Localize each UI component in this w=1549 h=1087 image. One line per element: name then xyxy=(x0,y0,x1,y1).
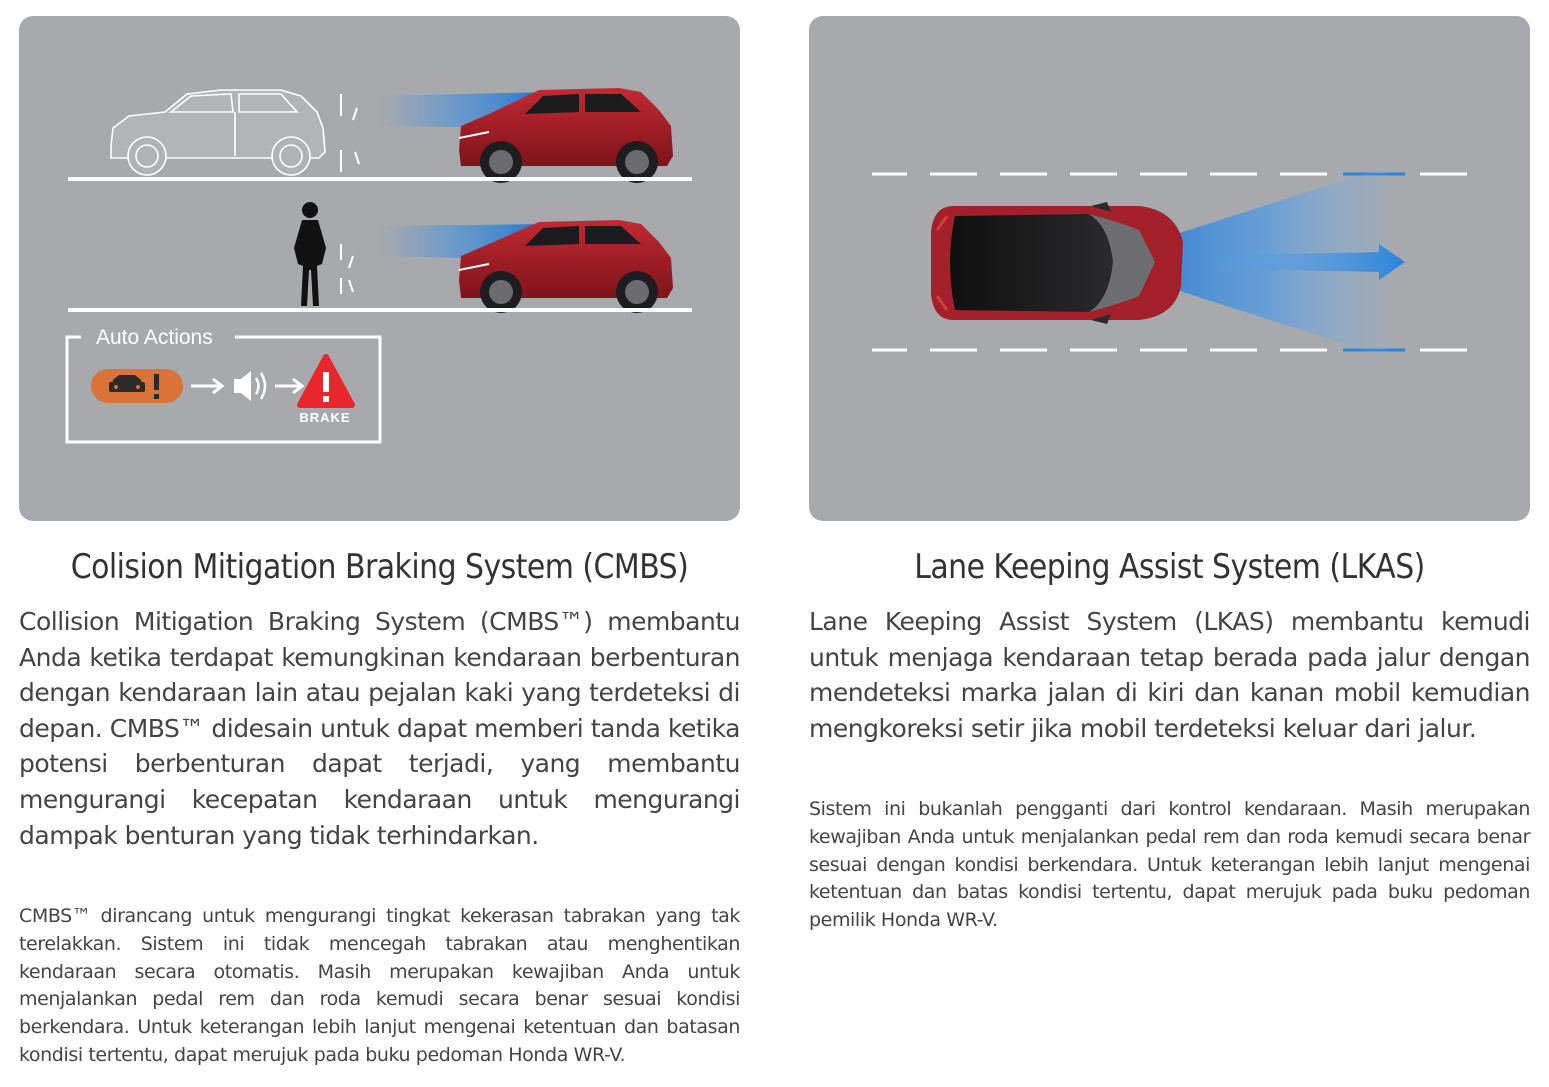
brake-label: BRAKE xyxy=(299,410,351,425)
cmbs-description: Collision Mitigation Braking System (CMBS™) membantu Anda ketika terdapat kemungkinan kendaraan berbenturan dengan kendaraan lain atau pejalan kaki yang terdeteksi di depan. CMBS™ didesain untuk dapat memberi tanda ketika potensi berbenturan dapat terjadi, yang membantu mengurangi kecepatan kendaraan untuk mengurangi dampak benturan yang tidak terhindarkan. xyxy=(19,607,740,850)
auto-actions-box xyxy=(67,326,380,442)
cmbs-title: Colision Mitigation Braking System (CMBS) xyxy=(70,547,689,587)
cmbs-illustration-panel xyxy=(19,16,740,521)
sensor-marks-2 xyxy=(341,244,353,294)
honda-car-top-view xyxy=(931,202,1183,324)
lead-car-outline xyxy=(111,90,325,175)
sensor-marks-1 xyxy=(341,94,359,172)
arrow-right-icon xyxy=(275,379,302,393)
car-warning-icon xyxy=(91,369,183,403)
lkas-description: Lane Keeping Assist System (LKAS) membantu kemudi untuk menjaga kendaraan tetap berada pada jalur dengan mendeteksi marka jalan di kiri dan kanan mobil kemudian mengkoreksi setir jika mobil terdeteksi keluar dari jalur. xyxy=(809,607,1530,743)
auto-actions-label: Auto Actions xyxy=(96,326,213,349)
lkas-illustration xyxy=(809,16,1530,521)
arrow-right-icon xyxy=(191,379,222,393)
speaker-icon xyxy=(234,371,265,401)
pedestrian-silhouette xyxy=(294,202,326,306)
lkas-disclaimer: Sistem ini bukanlah pengganti dari kontrol kendaraan. Masih merupakan kewajiban Anda untuk menjalankan pedal rem dan roda kemudi secara benar sesuai dengan kondisi berkendara. Untuk keterangan lebih lanjut mengenai ketentuan dan batas kondisi tertentu, dapat merujuk pada buku pedoman pemilik Honda WR-V. xyxy=(809,798,1530,932)
lkas-title: Lane Keeping Assist System (LKAS) xyxy=(914,547,1425,587)
cmbs-illustration xyxy=(19,16,740,521)
brake-warning-icon xyxy=(299,357,353,425)
lkas-illustration-panel xyxy=(809,16,1530,521)
cmbs-disclaimer: CMBS™ dirancang untuk mengurangi tingkat kekerasan tabrakan yang tak terelakkan. Sistem ini tidak mencegah tabrakan atau menghentikan kendaraan secara otomatis. Masih merupakan kewajiban Anda untuk menjalankan pedal rem dan roda kemudi secara benar sesuai kondisi berkendara. Untuk keterangan lebih lanjut mengenai ketentuan dan batasan kondisi tertentu, dapat merujuk pada buku pedoman Honda WR-V. xyxy=(19,905,740,1066)
